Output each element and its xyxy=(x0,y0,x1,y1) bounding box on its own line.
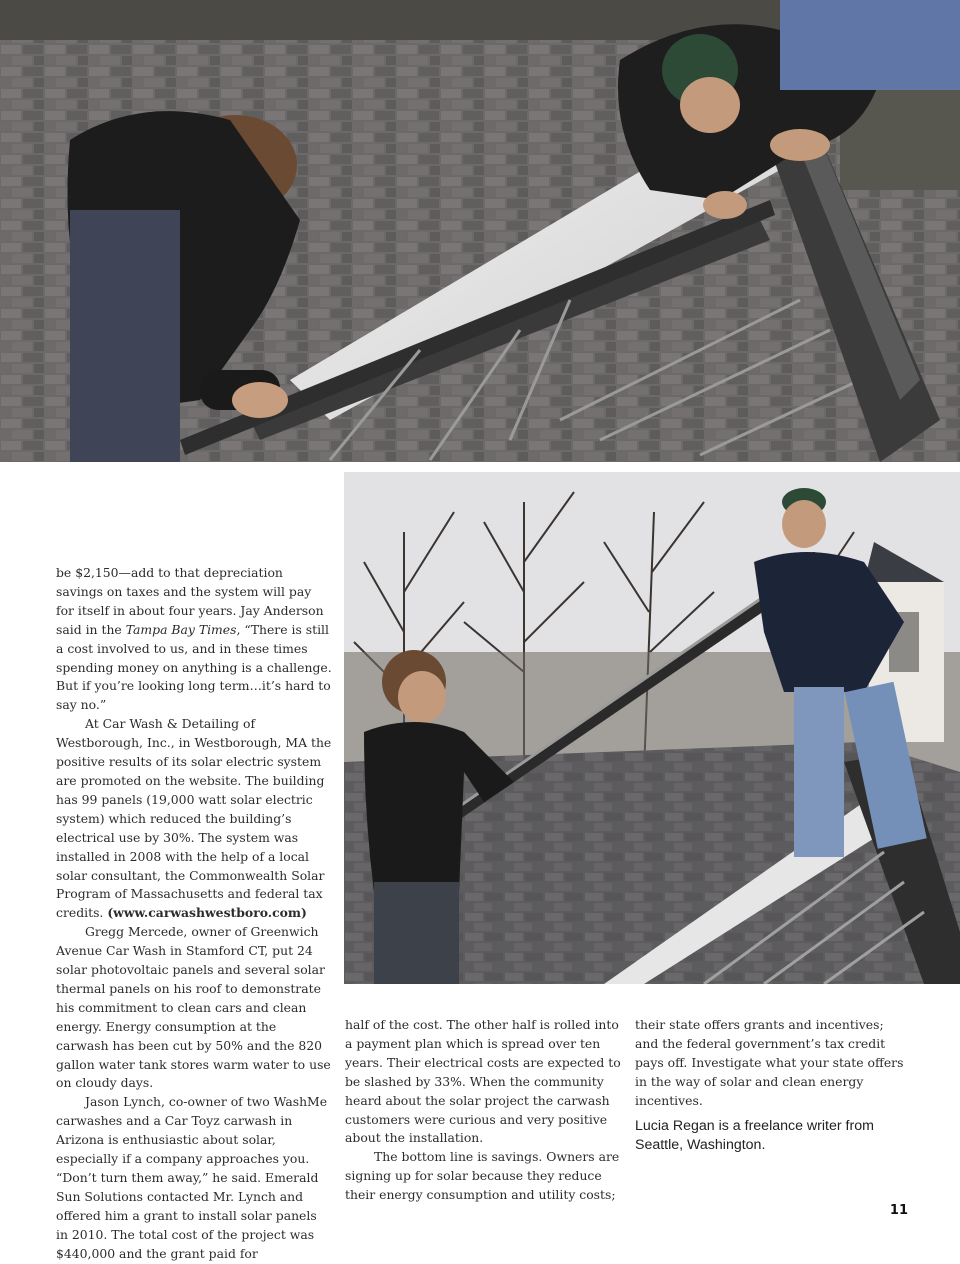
paragraph: Gregg Mercede, owner of Greenwich Avenue Car Wash in Stamford CT, put 24 solar photovoltaic panels and several solar thermal panels on his roof to demonstrate his commitment to clean cars and clean energy. Energy consumption at the carwash has been cut by 50% and the 820 gallon water tank stores warm water to use on cloudy days. xyxy=(56,924,331,1091)
website-link: (www.carwashwestboro.com) xyxy=(107,905,307,921)
paragraph-text: be $2,150—add to that depreciation savings on taxes and the system will pay for itself in about four years. Jay Anderson said in the xyxy=(56,565,324,637)
photo-roof-installation-top xyxy=(0,0,960,462)
article-column-1 xyxy=(56,564,332,1264)
photo-roof-installation-bottom xyxy=(344,472,960,984)
paragraph: half of the cost. The other half is rolled into a payment plan which is spread over ten years. Their electrical costs are expected to be slashed by 33%. When the community heard about the solar project the carwash customers were curious and very positive about the installation. xyxy=(345,1017,621,1146)
article-column-2 xyxy=(345,1016,623,1205)
paragraph: The bottom line is savings. Owners are signing up for solar because they reduce their energy consumption and utility costs; xyxy=(345,1149,620,1203)
photo-top-illustration xyxy=(0,0,960,462)
paragraph: their state offers grants and incentives; and the federal government’s tax credit pays off. Investigate what your state offers in the way of solar and clean energy incentives. xyxy=(635,1017,904,1108)
page-number: 11 xyxy=(889,1203,908,1218)
article-column-3 xyxy=(635,1016,907,1155)
paragraph: Jason Lynch, co-owner of two WashMe carwashes and a Car Toyz carwash in Arizona is enthusiastic about solar, especially if a company approaches you. “Don’t turn them away,” he said. Emerald Sun Solutions contacted Mr. Lynch and offered him a grant to install solar panels in 2010. The total cost of the project was $440,000 and the grant paid for xyxy=(56,1094,328,1261)
paragraph xyxy=(56,564,332,715)
author-byline: Lucia Regan is a freelance writer from Seattle, Washington. xyxy=(635,1117,874,1153)
paragraph-text: At Car Wash & Detailing of Westborough, Inc., in Westborough, MA the positive results of its solar electric system are promoted on the website. The building has 99 panels (19,000 watt solar electric system) which reduced the building’s electrical use by 30%. The system was installed in 2008 with the help of a local solar consultant, the Commonwealth Solar Program of Massachusetts and federal tax credits. xyxy=(56,716,332,921)
photo-bottom-illustration xyxy=(344,472,960,984)
paragraph-text: , “There is still a cost involved to us, and in these times spending money on anything is a challenge. But if you’re looking long term…it’s hard to say no.” xyxy=(56,621,332,713)
publication-name: Tampa Bay Times xyxy=(125,621,237,637)
paragraph xyxy=(56,715,332,923)
